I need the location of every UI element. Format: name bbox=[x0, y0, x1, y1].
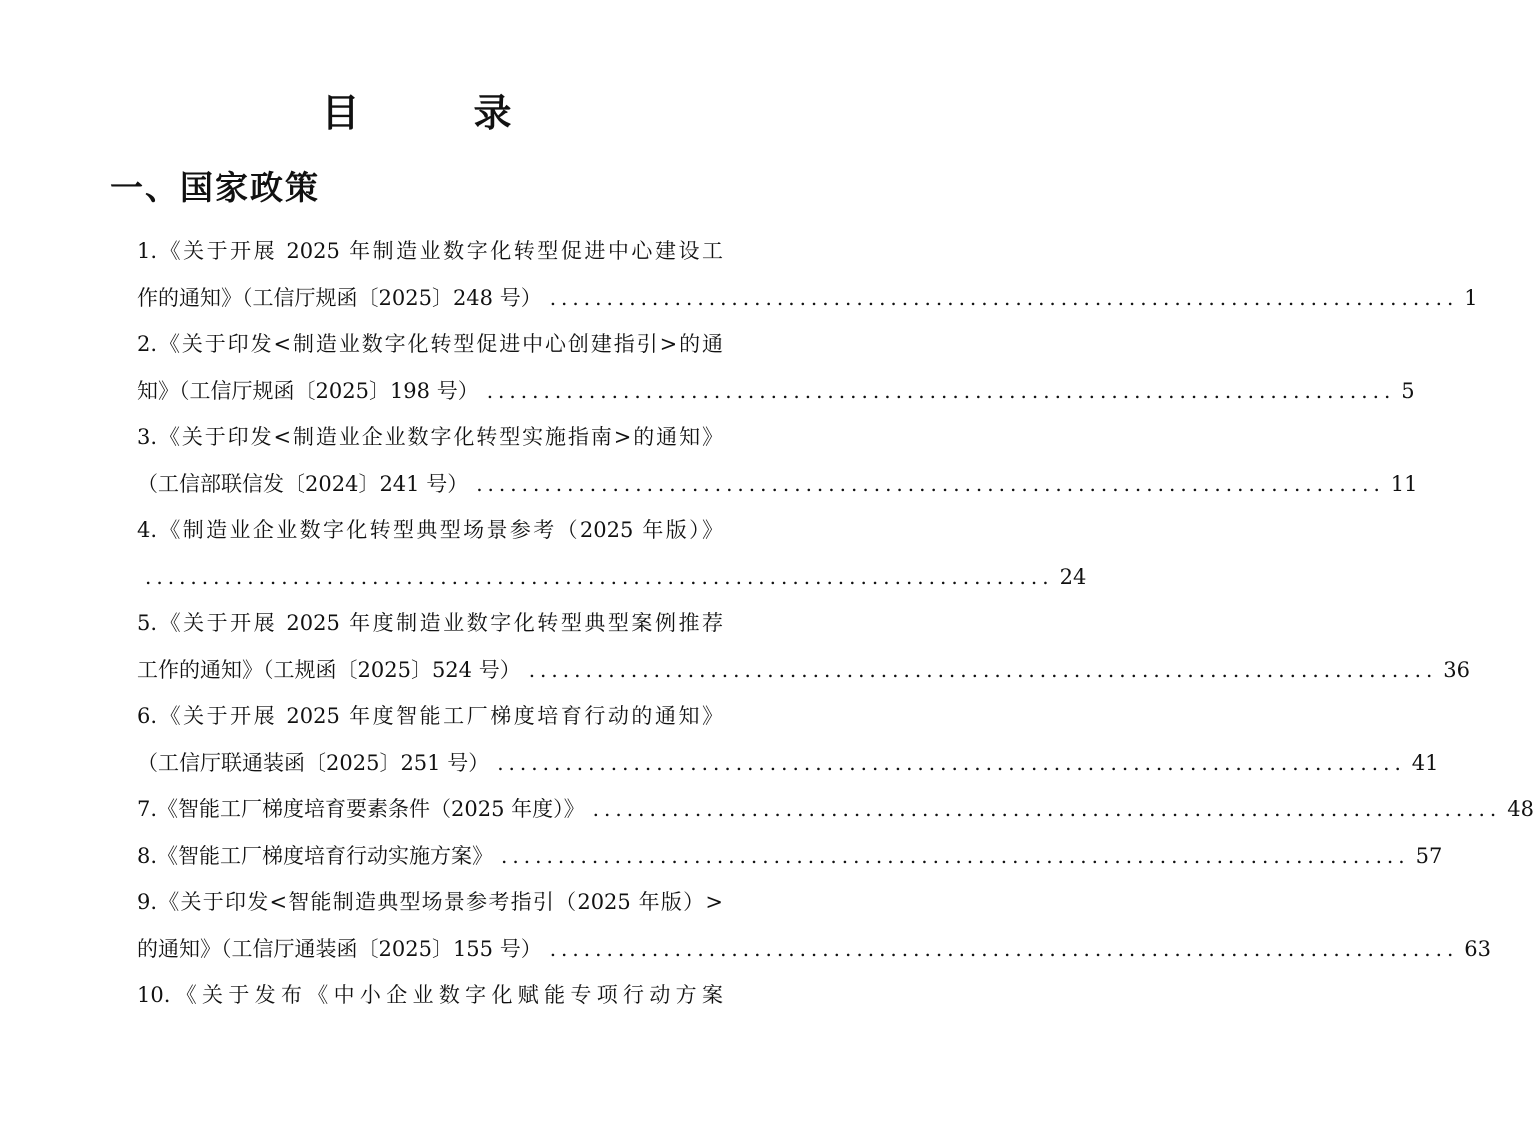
dot-leader: ................................................................................ bbox=[145, 564, 1054, 589]
dot-leader: ................................................................................ bbox=[476, 471, 1385, 496]
toc-entry-line bbox=[137, 321, 723, 368]
toc-entry-line bbox=[137, 554, 1087, 601]
toc-entry-text: 3.《关于印发<制造业企业数字化转型实施指南>的通知》 bbox=[137, 425, 723, 449]
toc-entry-text: 的通知》（工信厅通装函〔2025〕155 号） bbox=[137, 936, 542, 961]
toc-entry-line bbox=[137, 600, 723, 647]
toc-entry-line bbox=[137, 833, 1443, 880]
toc-entry-text: （工信部联信发〔2024〕241 号） bbox=[137, 471, 469, 496]
toc-entry-text: 2.《关于印发<制造业数字化转型促进中心创建指引>的通 bbox=[137, 332, 723, 356]
toc-entry[interactable] bbox=[137, 879, 1492, 972]
toc-entry-line bbox=[137, 414, 723, 461]
toc-entry-text: 9.《关于印发<智能制造典型场景参考指引（2025 年版）> bbox=[137, 890, 723, 914]
toc-entry[interactable] bbox=[137, 972, 723, 1019]
toc-entry-line bbox=[137, 786, 1534, 833]
toc-entry-text: 5.《关于开展 2025 年度制造业数字化转型典型案例推荐 bbox=[137, 611, 723, 635]
dot-leader: ................................................................................ bbox=[486, 378, 1396, 403]
toc-entry[interactable] bbox=[137, 228, 1478, 321]
toc-entry-line bbox=[137, 368, 1415, 415]
toc-page-number: 11 bbox=[1390, 471, 1418, 496]
toc-entry-text: 4.《制造业企业数字化转型典型场景参考（2025 年版）》 bbox=[137, 518, 723, 542]
toc-entry-line bbox=[137, 693, 723, 740]
toc-entry[interactable] bbox=[137, 321, 1415, 414]
toc-page-number: 57 bbox=[1415, 843, 1443, 868]
toc-entry[interactable] bbox=[137, 786, 1534, 833]
toc-page-number: 36 bbox=[1443, 657, 1471, 682]
toc-entry-text: 知》（工信厅规函〔2025〕198 号） bbox=[137, 378, 479, 403]
toc-entry[interactable] bbox=[137, 693, 1439, 786]
dot-leader: ................................................................................ bbox=[592, 797, 1502, 821]
dot-leader: ................................................................................ bbox=[501, 843, 1410, 868]
toc-page-number: 1 bbox=[1464, 285, 1478, 310]
section-heading: 一、国家政策 bbox=[110, 168, 320, 207]
toc-entry-line bbox=[137, 879, 723, 926]
toc-entry-line bbox=[137, 507, 723, 554]
toc-entry-text: 1.《关于开展 2025 年制造业数字化转型促进中心建设工 bbox=[137, 239, 723, 263]
page-title: 目 录 bbox=[321, 91, 550, 135]
toc-entry-text: 作的通知》（工信厅规函〔2025〕248 号） bbox=[137, 285, 542, 310]
dot-leader: ................................................................................ bbox=[549, 936, 1459, 961]
toc-page-number: 24 bbox=[1059, 564, 1087, 589]
dot-leader: ................................................................................ bbox=[549, 285, 1459, 310]
toc-entry[interactable] bbox=[137, 600, 1471, 693]
dot-leader: ................................................................................ bbox=[528, 657, 1438, 682]
toc-entry[interactable] bbox=[137, 507, 1087, 600]
toc-entry-text: 8.《智能工厂梯度培育行动实施方案》 bbox=[137, 843, 494, 868]
toc-entry-line bbox=[137, 647, 1471, 694]
toc-entry-line bbox=[137, 228, 723, 275]
toc-entry-line bbox=[137, 972, 723, 1019]
toc-entry-line bbox=[137, 275, 1478, 322]
toc-entry[interactable] bbox=[137, 833, 1443, 880]
toc-page-number: 5 bbox=[1401, 378, 1415, 403]
toc-entry-text: 6.《关于开展 2025 年度智能工厂梯度培育行动的通知》 bbox=[137, 704, 723, 728]
toc-entry-line bbox=[137, 740, 1439, 787]
toc-entry-text: 10.《关于发布《中小企业数字化赋能专项行动方案 bbox=[137, 983, 723, 1007]
toc-page-number: 63 bbox=[1464, 936, 1492, 961]
toc-entry-line bbox=[137, 461, 1418, 508]
toc-entry-text: 工作的通知》（工规函〔2025〕524 号） bbox=[137, 657, 521, 682]
toc-entry[interactable] bbox=[137, 414, 1418, 507]
table-of-contents bbox=[137, 228, 1534, 1019]
toc-entry-text: （工信厅联通装函〔2025〕251 号） bbox=[137, 750, 490, 775]
toc-entry-text: 7.《智能工厂梯度培育要素条件（2025 年度）》 bbox=[137, 797, 585, 821]
dot-leader: ................................................................................ bbox=[497, 750, 1406, 775]
toc-page-number: 41 bbox=[1411, 750, 1439, 775]
toc-page-number: 48 bbox=[1507, 797, 1534, 821]
toc-entry-line bbox=[137, 926, 1492, 973]
